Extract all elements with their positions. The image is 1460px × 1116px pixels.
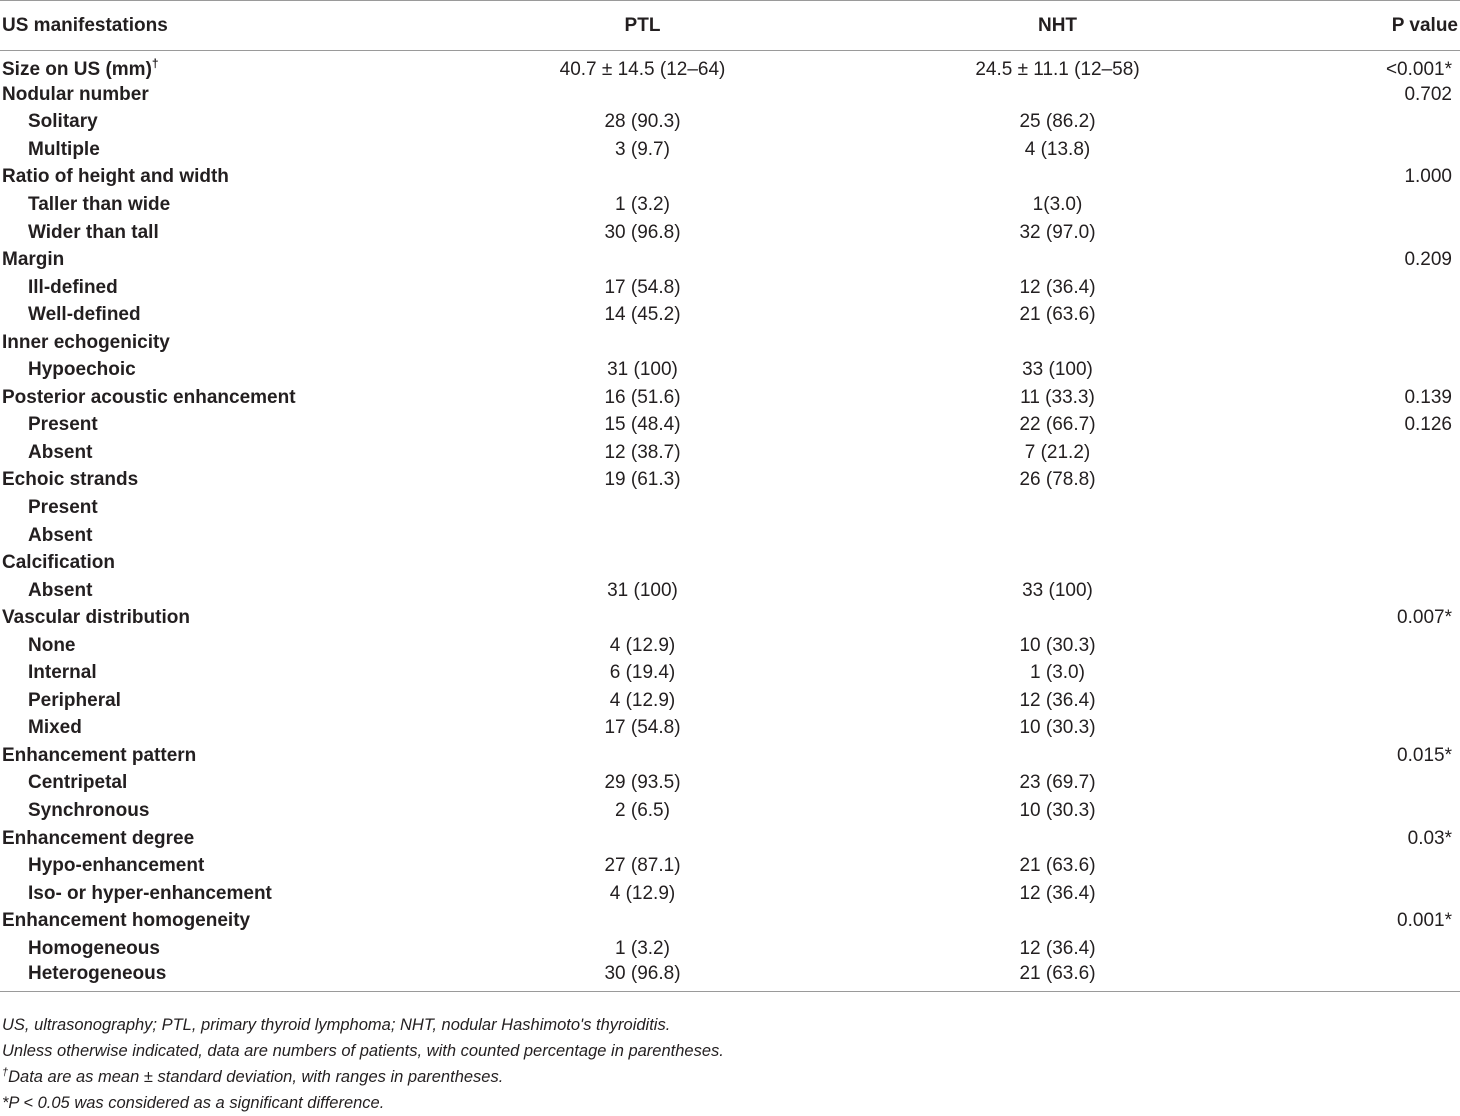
nht-value: 4 (13.8) <box>1024 138 1091 160</box>
row-label-text: Wider than tall <box>28 221 159 243</box>
row-label <box>0 301 440 329</box>
row-label-text: Posterior acoustic enhancement <box>2 386 296 408</box>
ptl-value: 2 (6.5) <box>615 799 670 821</box>
table-row-subitem <box>0 687 1460 715</box>
footnote-text: *P < 0.05 was considered as a significant difference. <box>2 1094 385 1112</box>
row-label <box>0 549 440 577</box>
nht-value <box>845 522 1270 550</box>
row-label-text: Well-defined <box>28 304 141 326</box>
ptl-value: 30 (96.8) <box>440 963 845 992</box>
table-row-subitem <box>0 356 1460 384</box>
header-us-manifestations: US manifestations <box>0 1 440 51</box>
p-value <box>1270 522 1460 550</box>
nht-value: 33 (100) <box>1022 579 1093 601</box>
ptl-value: 17 (54.8) <box>604 717 681 739</box>
table-body <box>0 51 1460 992</box>
row-label <box>0 439 440 467</box>
p-value: 1.000 <box>1404 166 1452 188</box>
footnote-line <box>2 1012 724 1038</box>
table-header <box>0 1 1460 51</box>
p-value: 0.03* <box>1407 827 1452 849</box>
p-value <box>1270 439 1460 467</box>
p-value <box>1270 687 1460 715</box>
ptl-value: 3 (9.7) <box>615 138 670 160</box>
row-label <box>0 770 440 798</box>
row-label <box>0 852 440 880</box>
dagger-marker: † <box>151 56 159 71</box>
ptl-value: 29 (93.5) <box>604 772 681 794</box>
row-label-text: Hypo-enhancement <box>28 855 205 877</box>
p-value: 0.007* <box>1397 607 1452 629</box>
nht-value: 33 (100) <box>1022 359 1093 381</box>
ptl-value: 27 (87.1) <box>604 855 681 877</box>
p-value <box>1270 963 1460 992</box>
row-label <box>0 880 440 908</box>
ptl-value <box>440 825 845 853</box>
table-row-subitem <box>0 797 1460 825</box>
row-label <box>0 329 440 357</box>
ptl-value: 4 (12.9) <box>609 689 676 711</box>
row-label-text: Centripetal <box>28 772 128 794</box>
p-value: 0.015* <box>1397 744 1452 766</box>
nht-value: 21 (63.6) <box>845 963 1270 992</box>
table-row-category <box>0 604 1460 632</box>
nht-value: 1 (3.0) <box>1030 662 1085 684</box>
p-value <box>1270 219 1460 247</box>
p-value: 0.209 <box>1404 249 1452 271</box>
table-row-category <box>0 81 1460 109</box>
row-label <box>0 742 440 770</box>
ptl-value: 28 (90.3) <box>604 111 681 133</box>
footnote-text: US, ultrasonography; PTL, primary thyroid lymphoma; NHT, nodular Hashimoto's thyroiditis. <box>2 1016 671 1034</box>
row-label-text: Heterogeneous <box>28 962 167 984</box>
p-value <box>1270 659 1460 687</box>
table-row-subitem <box>0 715 1460 743</box>
table-row-category <box>0 825 1460 853</box>
row-label-text: Enhancement pattern <box>2 744 197 766</box>
footnote-line <box>2 1038 724 1064</box>
footnote-line <box>2 1064 724 1090</box>
nht-value: 23 (69.7) <box>1019 772 1096 794</box>
table-row-category <box>0 467 1460 495</box>
row-label-text: Margin <box>2 249 65 271</box>
nht-value <box>845 494 1270 522</box>
row-label <box>0 687 440 715</box>
row-label-text: Multiple <box>28 138 100 160</box>
ptl-value <box>440 742 845 770</box>
row-label-text: Calcification <box>2 552 115 574</box>
header-row <box>0 1 1460 51</box>
footnote-dagger-marker: † <box>2 1066 9 1079</box>
nht-value <box>845 549 1270 577</box>
table-row-category <box>0 51 1460 82</box>
header-nht: NHT <box>845 1 1270 51</box>
row-label-text: Mixed <box>28 717 82 739</box>
p-value <box>1270 880 1460 908</box>
nht-value: 25 (86.2) <box>1019 111 1096 133</box>
p-value <box>1270 715 1460 743</box>
p-value <box>1270 852 1460 880</box>
ptl-value: 40.7 ± 14.5 (12–64) <box>559 59 726 80</box>
nht-value <box>845 825 1270 853</box>
table-row-subitem <box>0 191 1460 219</box>
nht-value: 24.5 ± 11.1 (12–58) <box>975 59 1140 80</box>
p-value <box>1270 935 1460 963</box>
p-value <box>1270 329 1460 357</box>
ptl-value: 30 (96.8) <box>604 221 681 243</box>
p-value <box>1270 549 1460 577</box>
ptl-value <box>440 907 845 935</box>
nht-value: 12 (36.4) <box>1019 689 1096 711</box>
row-label-text: Vascular distribution <box>2 607 190 629</box>
row-label <box>0 494 440 522</box>
row-label <box>0 412 440 440</box>
p-value <box>1270 467 1460 495</box>
row-label-text: Synchronous <box>28 799 150 821</box>
table-row-subitem <box>0 577 1460 605</box>
row-label-text: Nodular number <box>2 83 149 105</box>
ptl-value <box>440 604 845 632</box>
p-value <box>1270 577 1460 605</box>
p-value: 0.001* <box>1397 910 1452 932</box>
ptl-value: 16 (51.6) <box>604 386 681 408</box>
nht-value: 12 (36.4) <box>1019 276 1096 298</box>
table-row-subitem <box>0 412 1460 440</box>
ptl-value: 1 (3.2) <box>615 937 670 959</box>
nht-value <box>845 81 1270 109</box>
ptl-value <box>440 329 845 357</box>
table-row-subitem <box>0 632 1460 660</box>
row-label <box>0 136 440 164</box>
row-label <box>0 797 440 825</box>
row-label <box>0 825 440 853</box>
header-p-value: P value <box>1270 1 1460 51</box>
ptl-value <box>440 549 845 577</box>
row-label-text: Size on US (mm) <box>2 59 152 80</box>
nht-value: 10 (30.3) <box>1019 799 1096 821</box>
nht-value: 10 (30.3) <box>1019 717 1096 739</box>
p-value <box>1270 109 1460 137</box>
ptl-value: 6 (19.4) <box>609 662 676 684</box>
p-value: <0.001* <box>1385 59 1452 80</box>
nht-value <box>845 246 1270 274</box>
ptl-value: 15 (48.4) <box>604 414 681 436</box>
row-label <box>0 963 440 992</box>
table-row-subitem <box>0 935 1460 963</box>
row-label-text: Iso- or hyper-enhancement <box>28 882 272 904</box>
row-label <box>0 164 440 192</box>
row-label-text: Peripheral <box>28 689 121 711</box>
nht-value: 1(3.0) <box>1032 193 1083 215</box>
row-label <box>0 467 440 495</box>
p-value <box>1270 797 1460 825</box>
table-row-category <box>0 907 1460 935</box>
ptl-value <box>440 246 845 274</box>
row-label-text: None <box>28 634 76 656</box>
nht-value: 32 (97.0) <box>1019 221 1096 243</box>
p-value <box>1270 770 1460 798</box>
p-value <box>1270 494 1460 522</box>
nht-value: 26 (78.8) <box>1019 469 1096 491</box>
row-label <box>0 219 440 247</box>
table-row-subitem <box>0 136 1460 164</box>
ptl-value <box>440 522 845 550</box>
table-row-subitem <box>0 880 1460 908</box>
nht-value <box>845 742 1270 770</box>
row-label <box>0 274 440 302</box>
p-value <box>1270 632 1460 660</box>
p-value: 0.702 <box>1404 83 1452 105</box>
table-row-category <box>0 384 1460 412</box>
nht-value: 12 (36.4) <box>1019 882 1096 904</box>
row-label <box>0 81 440 109</box>
table-row-category <box>0 246 1460 274</box>
row-label-text: Homogeneous <box>28 937 160 959</box>
row-label-text: Ratio of height and width <box>2 166 229 188</box>
row-label <box>0 109 440 137</box>
ptl-value: 4 (12.9) <box>609 634 676 656</box>
table-row-subitem <box>0 439 1460 467</box>
row-label-text: Enhancement homogeneity <box>2 910 251 932</box>
table-row-subitem <box>0 494 1460 522</box>
row-label-text: Absent <box>28 579 93 601</box>
p-value <box>1270 274 1460 302</box>
row-label-text: Echoic strands <box>2 469 139 491</box>
nht-value <box>845 164 1270 192</box>
nht-value: 12 (36.4) <box>1019 937 1096 959</box>
nht-value: 11 (33.3) <box>1020 386 1095 408</box>
row-label-text: Inner echogenicity <box>2 331 170 353</box>
ptl-value: 31 (100) <box>607 579 678 601</box>
row-label-text: Solitary <box>28 111 98 133</box>
nht-value: 21 (63.6) <box>1019 855 1096 877</box>
table-row-subitem <box>0 770 1460 798</box>
row-label <box>0 384 440 412</box>
row-label-text: Enhancement degree <box>2 827 195 849</box>
row-label-text: Present <box>28 496 98 518</box>
ptl-value: 19 (61.3) <box>604 469 681 491</box>
row-label <box>0 356 440 384</box>
nht-value: 21 (63.6) <box>1019 304 1096 326</box>
row-label <box>0 577 440 605</box>
footnote-text: Data are as mean ± standard deviation, with ranges in parentheses. <box>8 1068 504 1086</box>
ptl-value: 4 (12.9) <box>609 882 676 904</box>
footnote-text: Unless otherwise indicated, data are numbers of patients, with counted percentage in parentheses. <box>2 1042 724 1060</box>
p-value <box>1270 191 1460 219</box>
table-row-subitem <box>0 522 1460 550</box>
row-label <box>0 935 440 963</box>
nht-value <box>845 604 1270 632</box>
row-label <box>0 715 440 743</box>
table-row-subitem <box>0 219 1460 247</box>
ptl-value: 1 (3.2) <box>615 193 670 215</box>
row-label <box>0 51 440 82</box>
ptl-value: 17 (54.8) <box>604 276 681 298</box>
row-label <box>0 246 440 274</box>
table-footnotes <box>2 1012 724 1116</box>
table-row-subitem <box>0 301 1460 329</box>
nht-value: 10 (30.3) <box>1019 634 1096 656</box>
row-label-text: Absent <box>28 441 93 463</box>
ptl-value <box>440 81 845 109</box>
row-label-text: Absent <box>28 524 93 546</box>
table-row-subitem <box>0 963 1460 992</box>
row-label-text: Present <box>28 414 98 436</box>
nht-value: 7 (21.2) <box>1024 441 1091 463</box>
row-label-text: Internal <box>28 662 97 684</box>
table-row-subitem <box>0 274 1460 302</box>
ptl-value: 12 (38.7) <box>604 441 681 463</box>
table-row-category <box>0 742 1460 770</box>
ptl-value: 14 (45.2) <box>604 304 681 326</box>
nht-value <box>845 907 1270 935</box>
row-label <box>0 522 440 550</box>
p-value <box>1270 356 1460 384</box>
ptl-value: 31 (100) <box>607 359 678 381</box>
row-label <box>0 632 440 660</box>
p-value <box>1270 301 1460 329</box>
row-label <box>0 907 440 935</box>
table-row-subitem <box>0 659 1460 687</box>
row-label-text: Ill-defined <box>28 276 118 298</box>
row-label-text: Taller than wide <box>28 193 171 215</box>
ptl-value <box>440 164 845 192</box>
nht-value <box>845 329 1270 357</box>
table-row-subitem <box>0 109 1460 137</box>
header-ptl: PTL <box>440 1 845 51</box>
footnote-line <box>2 1090 724 1116</box>
row-label-text: Hypoechoic <box>28 359 136 381</box>
p-value <box>1270 136 1460 164</box>
table-row-category <box>0 329 1460 357</box>
row-label <box>0 659 440 687</box>
ptl-value <box>440 494 845 522</box>
row-label <box>0 604 440 632</box>
p-value: 0.126 <box>1404 414 1452 436</box>
table-row-subitem <box>0 852 1460 880</box>
p-value: 0.139 <box>1404 386 1452 408</box>
nht-value: 22 (66.7) <box>1019 414 1096 436</box>
table-row-category <box>0 164 1460 192</box>
row-label <box>0 191 440 219</box>
table-row-category <box>0 549 1460 577</box>
